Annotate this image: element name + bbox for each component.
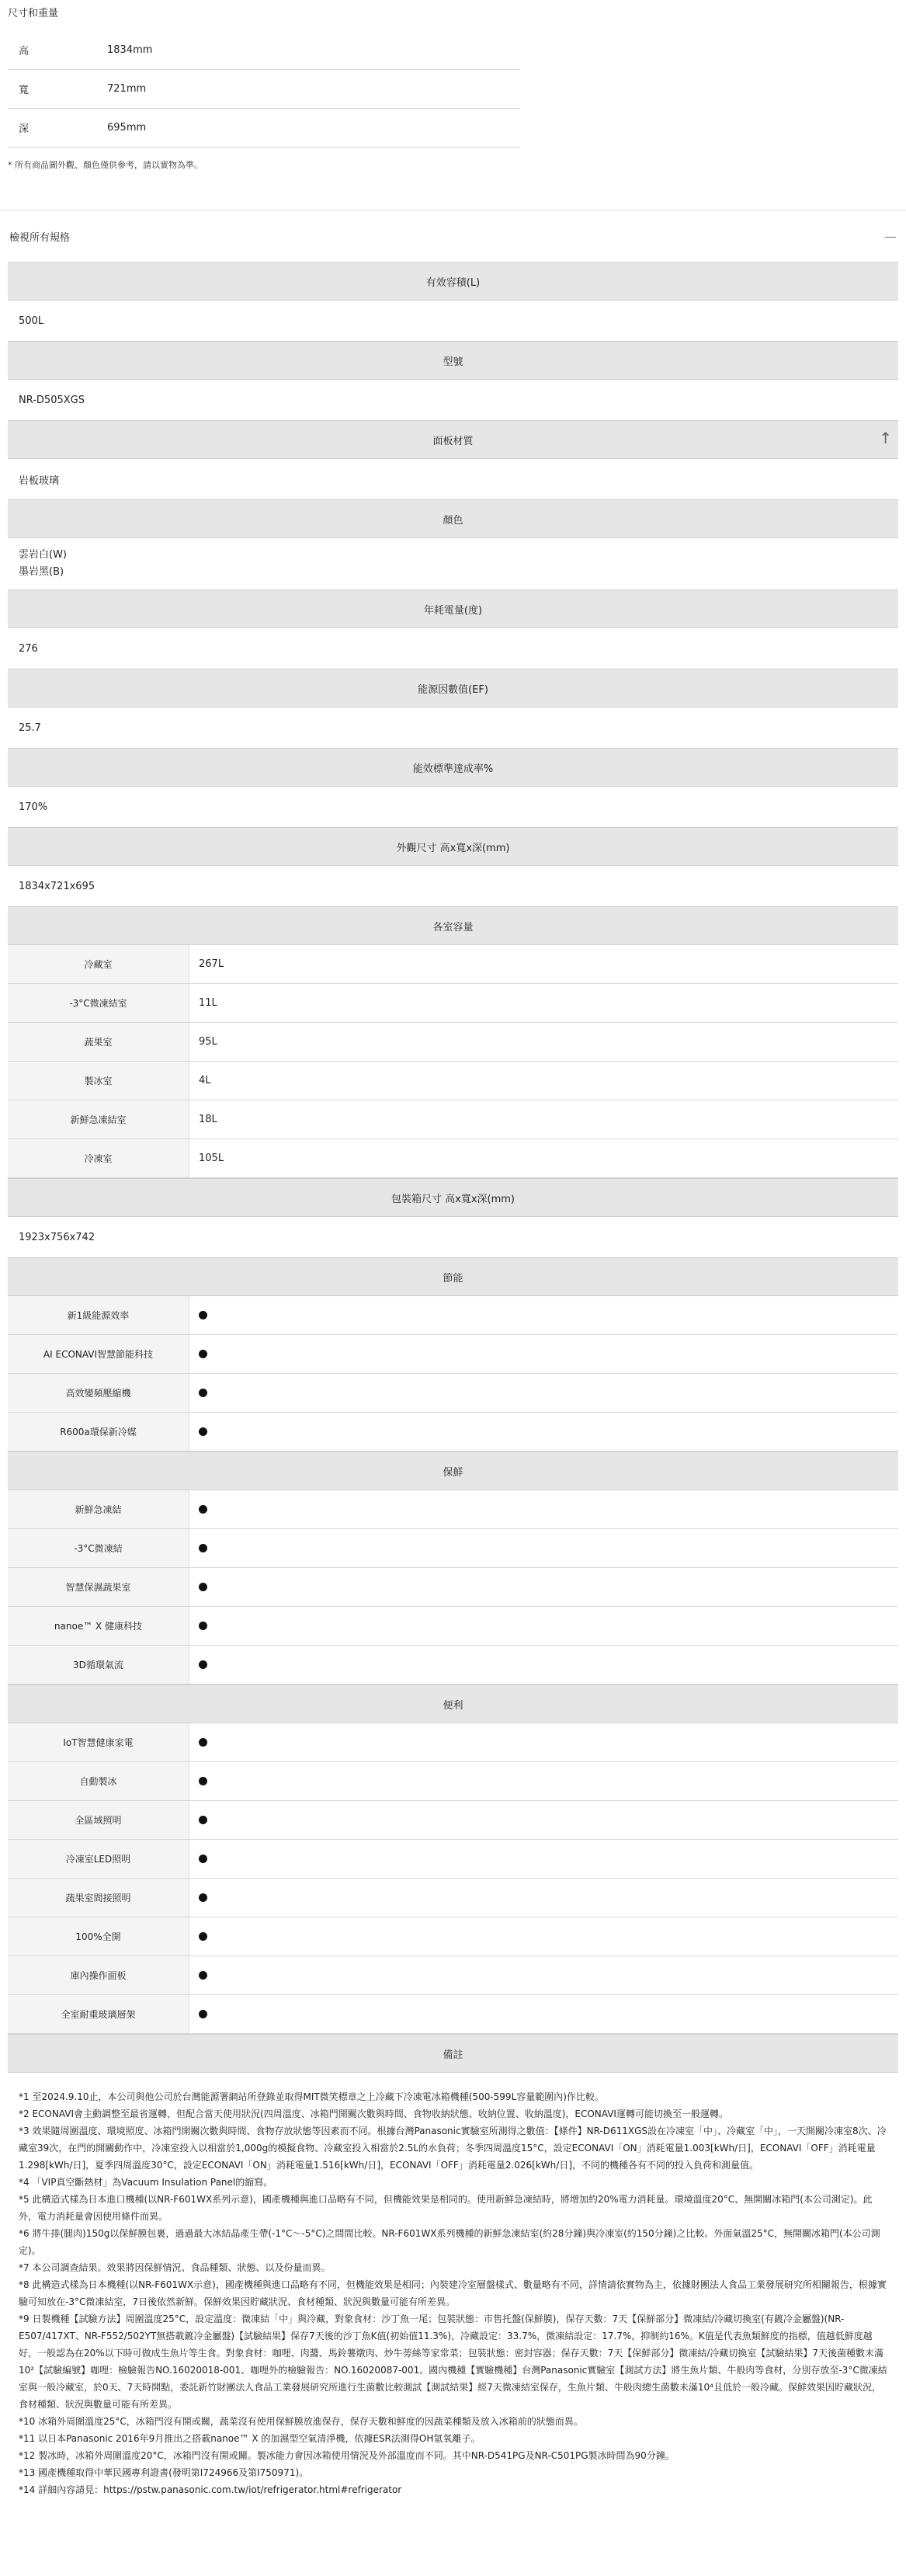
spec-value-capacity: [8, 301, 898, 341]
spec-head-convenience: [8, 1684, 898, 1723]
table-row: [8, 1490, 898, 1529]
spec-title: 面板材質: [432, 435, 474, 447]
feature-label: -3°C微凍結: [8, 1529, 189, 1567]
table-row: [8, 1335, 898, 1374]
spec-value: 25.7: [19, 721, 41, 734]
spec-head-remarks: [8, 2034, 898, 2073]
remark-line: *11 以日本Panasonic 2016年9月推出之搭載nanoe™ X 的加濕型空氣清淨機，依據ESR法測得OH氫氧離子。: [19, 2433, 481, 2444]
row-label: 製冰室: [8, 1062, 189, 1100]
feature-dot: [199, 1855, 207, 1863]
row-label: 蔬果室: [8, 1023, 189, 1061]
color-option: 雲岩白(W): [19, 549, 67, 561]
feature-dot: [199, 1544, 207, 1552]
remark-line: *7 本公司調查結果。效果將因保鮮情況、食品種類、狀態、以及份量而異。: [19, 2262, 331, 2273]
remark-line: *6 將牛排(腿肉)150g以保鮮膜包裹，過過最大冰結晶產生帶(-1°C〜-5°C)之間間比較。NR-F601WX系列機種的新鮮急凍結室(約28分鐘)與冷凍室(約150分鐘)之比較。外面氣溫25°C，無開關冰箱門(本公司測定)。: [19, 2228, 880, 2256]
spec-head-dimensions: [8, 827, 898, 866]
spec-value-color: [8, 538, 898, 589]
spec-value-efficiency: [8, 787, 898, 827]
table-row: [8, 1879, 898, 1917]
remark-line: *9 日製機種【試驗方法】周圍溫度25°C，設定溫度：微凍結「中」與冷藏，對象食材：沙丁魚一尾；包裝狀態：市售托盤(保鮮膜)，保存天數：7天【保鮮部分】微凍結/冷藏切換室(有鍍冷金屬盤)(NR-E507/417XT、NR-F552/502YT無搭載鍍冷金屬盤)【試驗結果】保存7天後的沙丁魚K值(初始值11.3%)，冷藏設定：33.7%，微凍結設定：17.7%，抑制約16%。K值是代表魚類鮮度的指標，值越低鮮度越好，一般認為在20%以下時可做成生魚片等生食。對象食材：咖哩、肉醬、馬鈴薯燉肉、炒牛蒡絲等家常菜；包裝狀態：密封容器；保存天數：7天【保鮮部分】微凍結/冷藏切換室【試驗結果】7天後菌種數未滿10²【試驗編號】咖哩：檢驗報告NO.16020018-001、咖哩外的檢驗報告：NO.16020087-001。國內機種【實驗機種】台灣Panasonic實驗室【測試方法】將生魚片類、牛般肉等食材，分別存放至-3°C微凍結室與一般冷藏室，於0天、7天時開點，委託新竹財團法人食品工業發展研究所進行生菌數比較測試【測試結果】經7天微凍結室保存，生魚片類、牛般肉總生菌數未滿10⁴且低於一般冷藏。保鮮效果因貯藏狀況，食材種類、狀況與數量可能有所差異。: [19, 2314, 887, 2410]
feature-dot: [199, 1505, 207, 1514]
feature-label: AI ECONAVI智慧節能科技: [8, 1335, 189, 1373]
spec-title: 保鮮: [443, 1466, 463, 1479]
feature-label: 100%全開: [8, 1917, 189, 1955]
feature-label: IoT智慧健康家電: [8, 1723, 189, 1761]
row-label: 冷藏室: [8, 945, 189, 983]
size-note: * 所有商品圖外觀、顏色僅供參考，請以實物為準。: [8, 160, 203, 170]
remark-line: *12 製冰時，冰箱外周圍溫度20°C，冰箱門沒有開或關。製冰能力會因冰箱使用情況及外部溫度而不同。其中NR-D541PG及NR-C501PG製冰時間為90分鐘。: [19, 2450, 675, 2461]
table-row: [8, 1296, 898, 1335]
feature-dot: [199, 1893, 207, 1902]
spec-title: 各室容量: [432, 921, 474, 933]
feature-label: 自動製冰: [8, 1762, 189, 1800]
spec-value: 岩板玻璃: [19, 475, 60, 487]
feature-dot: [199, 1350, 207, 1358]
collapse-icon[interactable]: —: [884, 228, 897, 244]
row-value: 11L: [199, 997, 217, 1009]
feature-label: 全區域照明: [8, 1801, 189, 1839]
remarks-notes: [8, 2073, 898, 2506]
row-label: 新鮮急凍結室: [8, 1100, 189, 1139]
spec-head-panel: [8, 420, 898, 459]
view-all-specs-toggle[interactable]: [0, 210, 906, 262]
feature-dot: [199, 1311, 207, 1319]
spec-head-ef: [8, 669, 898, 707]
feature-label: 庫內操作面板: [8, 1956, 189, 1994]
feature-label: 新鮮急凍結: [8, 1490, 189, 1528]
size-value: 695mm: [107, 122, 147, 134]
feature-dot: [199, 1622, 207, 1630]
spec-value: 1923x756x742: [19, 1231, 95, 1243]
spec-title: 外觀尺寸 高x寬x深(mm): [396, 842, 510, 854]
spec-title: 年耗電量(度): [423, 604, 483, 617]
color-option: 墨岩黑(B): [19, 566, 64, 578]
table-row: [8, 1413, 898, 1451]
size-weight-section: [0, 0, 906, 171]
remark-line: *8 此構造式樣為日本機種(以NR-F601WX示意)，國產機種與進口品略有不同，但機能效果是相同；內裝建冷室層盤樣式、數量略有不同，詳情請依實物為主，依據財團法人食品工業發展研究所相關報告，根據實驗可知放在-3°C微凍結室，7日後依然新鮮。保鮮效果因貯藏狀況、食材種類、狀況與數量可能有所差異。: [19, 2279, 887, 2307]
remark-line: *5 此構造式樣為日本進口機種(以NR-F601WX系列示意)，國產機種與進口品略有不同，但機能效果是相同的。使用新鮮急凍結時，將增加約20%電力消耗量。環境溫度20°C、無開關冰箱門(本公司測定)。此外，電力消耗量會因使用條件而異。: [19, 2194, 873, 2222]
table-row: [8, 1646, 898, 1684]
spec-head-compartments: [8, 906, 898, 945]
spec-head-annual-power: [8, 589, 898, 628]
table-row: [8, 1840, 898, 1879]
back-to-top-icon[interactable]: ↑: [879, 429, 892, 447]
feature-dot: [199, 2010, 207, 2018]
convenience-table: [8, 1723, 898, 2034]
feature-dot: [199, 1583, 207, 1591]
preservation-table: [8, 1490, 898, 1684]
feature-dot: [199, 1427, 207, 1436]
spec-value-panel: [8, 459, 898, 499]
row-label: 冷凍室: [8, 1139, 189, 1177]
remark-line: *4 「VIP真空斷熱材」為Vacuum Insulation Panel的縮寫。: [19, 2177, 273, 2188]
spec-head-package: [8, 1178, 898, 1217]
size-row-width: [8, 70, 520, 109]
feature-dot: [199, 1738, 207, 1747]
table-row: [8, 1100, 898, 1139]
table-row: [8, 945, 898, 984]
feature-dot: [199, 1932, 207, 1941]
spec-head-efficiency: [8, 748, 898, 787]
table-row: [8, 1956, 898, 1995]
size-table: [8, 31, 520, 148]
spec-head-model: [8, 341, 898, 380]
spec-title: 備註: [443, 2049, 463, 2061]
row-value: 267L: [199, 958, 224, 970]
size-row-depth: [8, 109, 520, 148]
table-row: [8, 1607, 898, 1646]
remark-line: *10 冰箱外周圍溫度25°C，冰箱門沒有開或關，蔬菜沒有使用保鮮膜放進保存，保存天數和鮮度的因蔬菜種類及放入冰箱前的狀態而異。: [19, 2416, 583, 2427]
feature-label: 智慧保濕蔬果室: [8, 1568, 189, 1606]
spec-title: 包裝箱尺寸 高x寬x深(mm): [391, 1193, 515, 1205]
size-value: 1834mm: [107, 44, 153, 56]
spec-value-ef: [8, 707, 898, 748]
table-row: [8, 1529, 898, 1568]
size-label: 高: [19, 46, 30, 57]
feature-label: nanoe™ X 健康科技: [8, 1607, 189, 1645]
view-all-specs-label: 檢視所有規格: [9, 231, 71, 244]
table-row: [8, 1917, 898, 1956]
row-value: 95L: [199, 1036, 217, 1048]
feature-dot: [199, 1389, 207, 1397]
remark-line: *13 國產機種取得中華民國專利證書(發明第I724966及第I750971)。: [19, 2467, 309, 2478]
table-row: [8, 1139, 898, 1178]
remark-line: *1 至2024.9.10止，本公司與他公司於台灣能源署網站所登錄並取得MIT微笑標章之上冷藏下冷凍電冰箱機種(500-599L容量範圍內)作比較。: [19, 2091, 604, 2102]
table-row: [8, 1374, 898, 1413]
table-row: [8, 1762, 898, 1801]
feature-label: 冷凍室LED照明: [8, 1840, 189, 1878]
compartments-table: [8, 945, 898, 1178]
size-label: 深: [19, 123, 30, 135]
table-row: [8, 1801, 898, 1840]
feature-label: 蔬果室間接照明: [8, 1879, 189, 1917]
feature-dot: [199, 1816, 207, 1824]
feature-label: R600a環保新冷媒: [8, 1413, 189, 1451]
row-value: 4L: [199, 1075, 211, 1086]
spec-title: 有效容積(L): [425, 276, 481, 289]
feature-label: 高效變頻壓縮機: [8, 1374, 189, 1412]
table-row: [8, 1062, 898, 1100]
spec-value-package: [8, 1217, 898, 1257]
feature-dot: [199, 1777, 207, 1785]
spec-value-dimensions: [8, 866, 898, 906]
table-row: [8, 1995, 898, 2034]
spec-title: 顏色: [443, 514, 463, 527]
remark-link[interactable]: *14 詳細內容請見：https://pstw.panasonic.com.tw/iot/refrigerator.html#refrigerator: [19, 2484, 402, 2495]
size-weight-title: 尺寸和重量: [8, 8, 59, 19]
spec-head-capacity: [8, 262, 898, 301]
feature-label: 3D循環氣流: [8, 1646, 189, 1684]
size-value: 721mm: [107, 83, 147, 95]
spec-head-preservation: [8, 1451, 898, 1490]
spec-title: 能效標準達成率%: [412, 763, 494, 775]
row-value: 105L: [199, 1152, 224, 1164]
spec-head-energy-saving: [8, 1257, 898, 1296]
table-row: [8, 1023, 898, 1062]
spec-title: 節能: [443, 1272, 463, 1285]
spec-head-color: [8, 499, 898, 538]
spec-title: 便利: [443, 1699, 463, 1712]
energy-saving-table: [8, 1296, 898, 1451]
spec-title: 能源因數值(EF): [418, 683, 488, 696]
spec-value: 1834x721x695: [19, 880, 95, 892]
feature-dot: [199, 1660, 207, 1669]
row-label: -3°C微凍結室: [8, 984, 189, 1022]
spec-value: 500L: [19, 315, 44, 327]
spec-value-model: [8, 380, 898, 420]
remark-line: *3 效果隨周圍溫度、環境照度、冰箱門開關次數與時間、食物存放狀態等因素而不同。根據台灣Panasonic實驗室所測得之數值：【條件】NR-D611XGS設在冷凍室「中」、冷藏室「中」，一天開關冷凍室8次、冷藏室39次，在門的開關動作中，冷凍室投入以相當於1,000g的模擬食物、冷藏室投入相當於2.5L的水負荷；冬季四周溫度15°C，設定ECONAVI「ON」消耗電量1.003[kWh/日]，ECONAVI「OFF」消耗電量1.298[kWh/日]，夏季四周溫度30°C，設定ECONAVI「ON」消耗電量1.516[kWh/日]，ECONAVI「OFF」消耗電量2.026[kWh/日]，不同的機種各有不同的投入負荷和測量值。: [19, 2126, 887, 2171]
feature-dot: [199, 1971, 207, 1980]
spec-value-annual-power: [8, 628, 898, 669]
table-row: [8, 984, 898, 1023]
table-row: [8, 1568, 898, 1607]
feature-label: 全室耐重玻璃層架: [8, 1995, 189, 2033]
remark-line: *2 ECONAVI會主動調整至最省運轉，但配合當天使用狀況(四周溫度、冰箱門開關次數與時間、食物收納狀態、收納位置、收納溫度)，ECONAVI運轉可能切換至一般運轉。: [19, 2108, 728, 2119]
spec-value: 276: [19, 642, 38, 655]
spec-value: 170%: [19, 801, 48, 813]
spec-value: NR-D505XGS: [19, 394, 85, 406]
feature-label: 新1級能源效率: [8, 1296, 189, 1334]
table-row: [8, 1723, 898, 1762]
row-value: 18L: [199, 1114, 217, 1125]
spec-title: 型號: [443, 356, 463, 368]
size-row-height: [8, 31, 520, 70]
size-label: 寬: [19, 85, 30, 96]
